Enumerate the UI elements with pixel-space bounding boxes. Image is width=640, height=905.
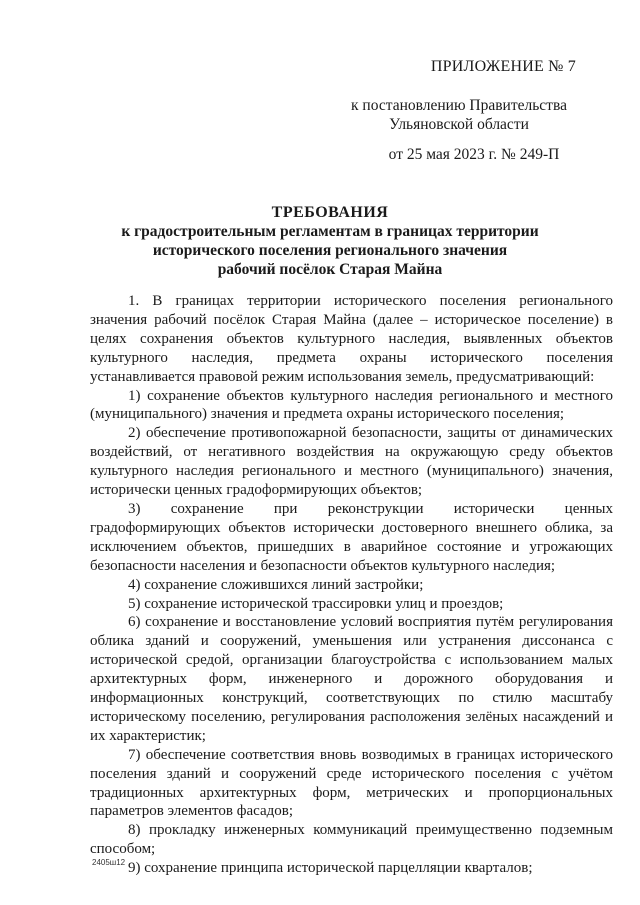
list-item-2: 2) обеспечение противопожарной безопасности, защиты от динамических воздействий, от негативного воздействия на окружающую среду объектов культурного наследия регионального и местного (муниципального) значения, исторически ценных градоформирующих объектов;	[90, 425, 613, 499]
resolution-date: от 25 мая 2023 г. № 249-П	[388, 146, 560, 163]
list-item-6: 6) сохранение и восстановление условий восприятия путём регулирования облика зданий и сооружений, уменьшения или устранения диссонанса с исторической средой, организации благоустройства с использованием малых архитектурных форм, инженерного и дорожного оборудования и информационных конструкций, соответствующих по стилю масштабу историческому поселению, регулирования расположения зелёных насаждений и их характеристик;	[90, 614, 613, 744]
title-line-2: исторического поселения регионального значения	[152, 242, 508, 259]
title-line-1: к градостроительным регламентам в границах территории	[121, 223, 539, 240]
list-item-1: 1) сохранение объектов культурного наследия регионального и местного (муниципального) значения и предмета охраны исторического поселения;	[90, 387, 613, 423]
list-item-7: 7) обеспечение соответствия вновь возводимых в границах исторического поселения зданий и сооружений среде исторического поселения с учётом традиционных архитектурных форм, метрических и пропорциональных параметров элементов фасадов;	[90, 746, 613, 820]
footer-code: 2405ш12	[92, 858, 126, 867]
title-line-3: рабочий посёлок Старая Майна	[217, 261, 443, 278]
list-item-5: 5) сохранение исторической трассировки улиц и проездов;	[128, 595, 504, 612]
resolution-reference: к постановлению Правительства Ульяновской области	[351, 97, 567, 133]
list-item-9: 9) сохранение принципа исторической парцелляции кварталов;	[128, 860, 533, 877]
list-item-3: 3) сохранение при реконструкции исторически ценных градоформирующих объектов исторически достоверного внешнего облика, за исключением объектов, пришедших в аварийное состояние и угрожающих безопасности населения и безопасности объектов культурного наследия;	[90, 500, 613, 574]
paragraph-1: 1. В границах территории исторического поселения регионального значения рабочий посёлок Старая Майна (далее – историческое поселение) в целях сохранения объектов культурного наследия, выявленных объектов культурного наследия, предмета охраны исторического поселения устанавливается правовой режим использования земель, предусматривающий:	[90, 293, 613, 385]
document-body	[90, 292, 613, 878]
list-item-8: 8) прокладку инженерных коммуникаций преимущественно подземным способом;	[90, 822, 613, 858]
document-title	[100, 203, 560, 279]
annex-title: ПРИЛОЖЕНИЕ № 7	[430, 58, 576, 75]
list-item-4: 4) сохранение сложившихся линий застройки;	[128, 576, 424, 593]
title-main: ТРЕБОВАНИЯ	[271, 204, 389, 221]
